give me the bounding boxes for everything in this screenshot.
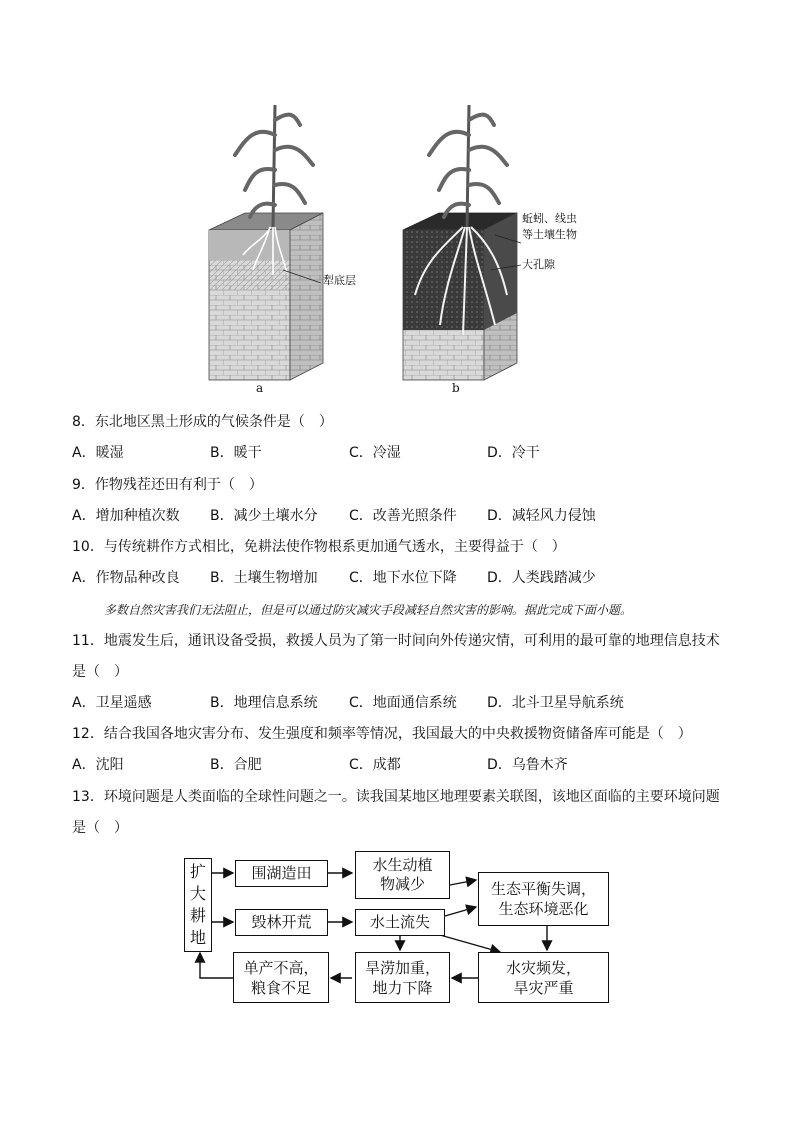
question-10-stem: 10．与传统耕作方式相比，免耕法使作物根系更加通气透水，主要得益于（ ） [72, 539, 566, 555]
question-9-option-d[interactable]: D．减轻风力侵蚀 [487, 508, 596, 524]
question-10-option-b[interactable]: B．土壤生物增加 [210, 570, 318, 586]
box-expand-char-3: 耕 [189, 906, 206, 925]
question-12-stem: 12．结合我国各地灾害分布、发生强度和频率等情况，我国最大的中央救援物资储备库可能是（ ） [72, 726, 692, 742]
box-flood-line1: 水灾频发， [505, 958, 581, 977]
box-eco-imbalance [478, 872, 609, 926]
box-reclaim-lake [235, 860, 328, 887]
panel-a-label: a [256, 381, 264, 395]
box-expand-char-2: 大 [189, 884, 206, 903]
box-expand-char-4: 地 [189, 928, 206, 947]
callout-soil-organisms-line1: 蚯蚓、线虫 [522, 212, 577, 225]
box-low-yield [233, 952, 329, 1003]
question-8-option-d[interactable]: D．冷干 [487, 445, 540, 461]
box-drought-worsen [355, 952, 450, 1003]
question-10-option-c[interactable]: C．地下水位下降 [349, 570, 457, 586]
box-eco-line2: 生态环境恶化 [498, 900, 589, 918]
question-13-stem-line2: 是（ ） [72, 820, 128, 836]
question-10-option-a[interactable]: A．作物品种改良 [72, 570, 180, 586]
question-8-stem: 8．东北地区黑土形成的气候条件是（ ） [72, 414, 333, 430]
question-8-option-c[interactable]: C．冷湿 [349, 445, 401, 461]
box-soil-erosion-text: 水土流失 [369, 913, 430, 931]
question-12-option-a[interactable]: A．沈阳 [72, 757, 124, 773]
question-12-option-c[interactable]: C．成都 [349, 757, 401, 773]
callout-soil-organisms-line2: 等土壤生物 [522, 228, 577, 241]
box-aquatic-line1: 水生动植 [372, 856, 433, 874]
box-expand-char-1: 扩 [189, 862, 206, 881]
question-11-option-d[interactable]: D．北斗卫星导航系统 [487, 695, 624, 711]
question-11-stem-line2: 是（ ） [72, 664, 128, 680]
box-deforest-text: 毁林开荒 [251, 913, 312, 931]
question-8-option-a[interactable]: A．暖湿 [72, 445, 124, 461]
callout-macropores: 大孔隙 [522, 258, 555, 271]
question-12-option-d[interactable]: D．乌鲁木齐 [487, 757, 568, 773]
question-8-option-b[interactable]: B．暖干 [210, 445, 262, 461]
question-9-option-b[interactable]: B．减少土壤水分 [210, 508, 318, 524]
box-soil-erosion [355, 909, 445, 936]
box-deforest [235, 909, 328, 936]
question-11-option-a[interactable]: A．卫星遥感 [72, 695, 152, 711]
box-expand-farmland [184, 858, 212, 952]
callout-plow-pan: 犁底层 [323, 274, 356, 287]
panel-b-label: b [452, 381, 460, 395]
question-13-stem-line1: 13．环境问题是人类面临的全球性问题之一。读我国某地区地理要素关联图，该地区面临的主要环境问题 [72, 789, 720, 805]
box-drought-line1: 旱涝加重， [364, 958, 440, 977]
intro-note: 多数自然灾害我们无法阻止，但是可以通过防灾减灾手段减轻自然灾害的影响。据此完成下面小题。 [104, 603, 633, 617]
box-flood-frequent [478, 952, 609, 1003]
question-9-option-a[interactable]: A．增加种植次数 [72, 508, 180, 524]
question-9-stem: 9．作物残茬还田有利于（ ） [72, 477, 263, 493]
box-eco-line1: 生态平衡失调， [490, 880, 596, 898]
question-12-option-b[interactable]: B．合肥 [210, 757, 262, 773]
question-11-option-c[interactable]: C．地面通信系统 [349, 695, 457, 711]
question-11-stem-line1: 11．地震发生后，通讯设备受损，救援人员为了第一时间向外传递灾情，可利用的最可靠的地理信息技术 [72, 633, 720, 649]
box-aquatic-decrease [355, 851, 450, 899]
question-10-option-d[interactable]: D．人类践踏减少 [487, 570, 596, 586]
box-reclaim-lake-text: 围湖造田 [251, 864, 312, 882]
box-flood-line2: 旱灾严重 [513, 978, 574, 997]
box-aquatic-line2: 物减少 [379, 875, 425, 893]
box-drought-line2: 地力下降 [372, 978, 433, 997]
question-11-option-b[interactable]: B．地理信息系统 [210, 695, 318, 711]
box-yield-line1: 单产不高， [243, 958, 319, 977]
question-9-option-c[interactable]: C．改善光照条件 [349, 508, 457, 524]
box-yield-line2: 粮食不足 [250, 978, 311, 997]
